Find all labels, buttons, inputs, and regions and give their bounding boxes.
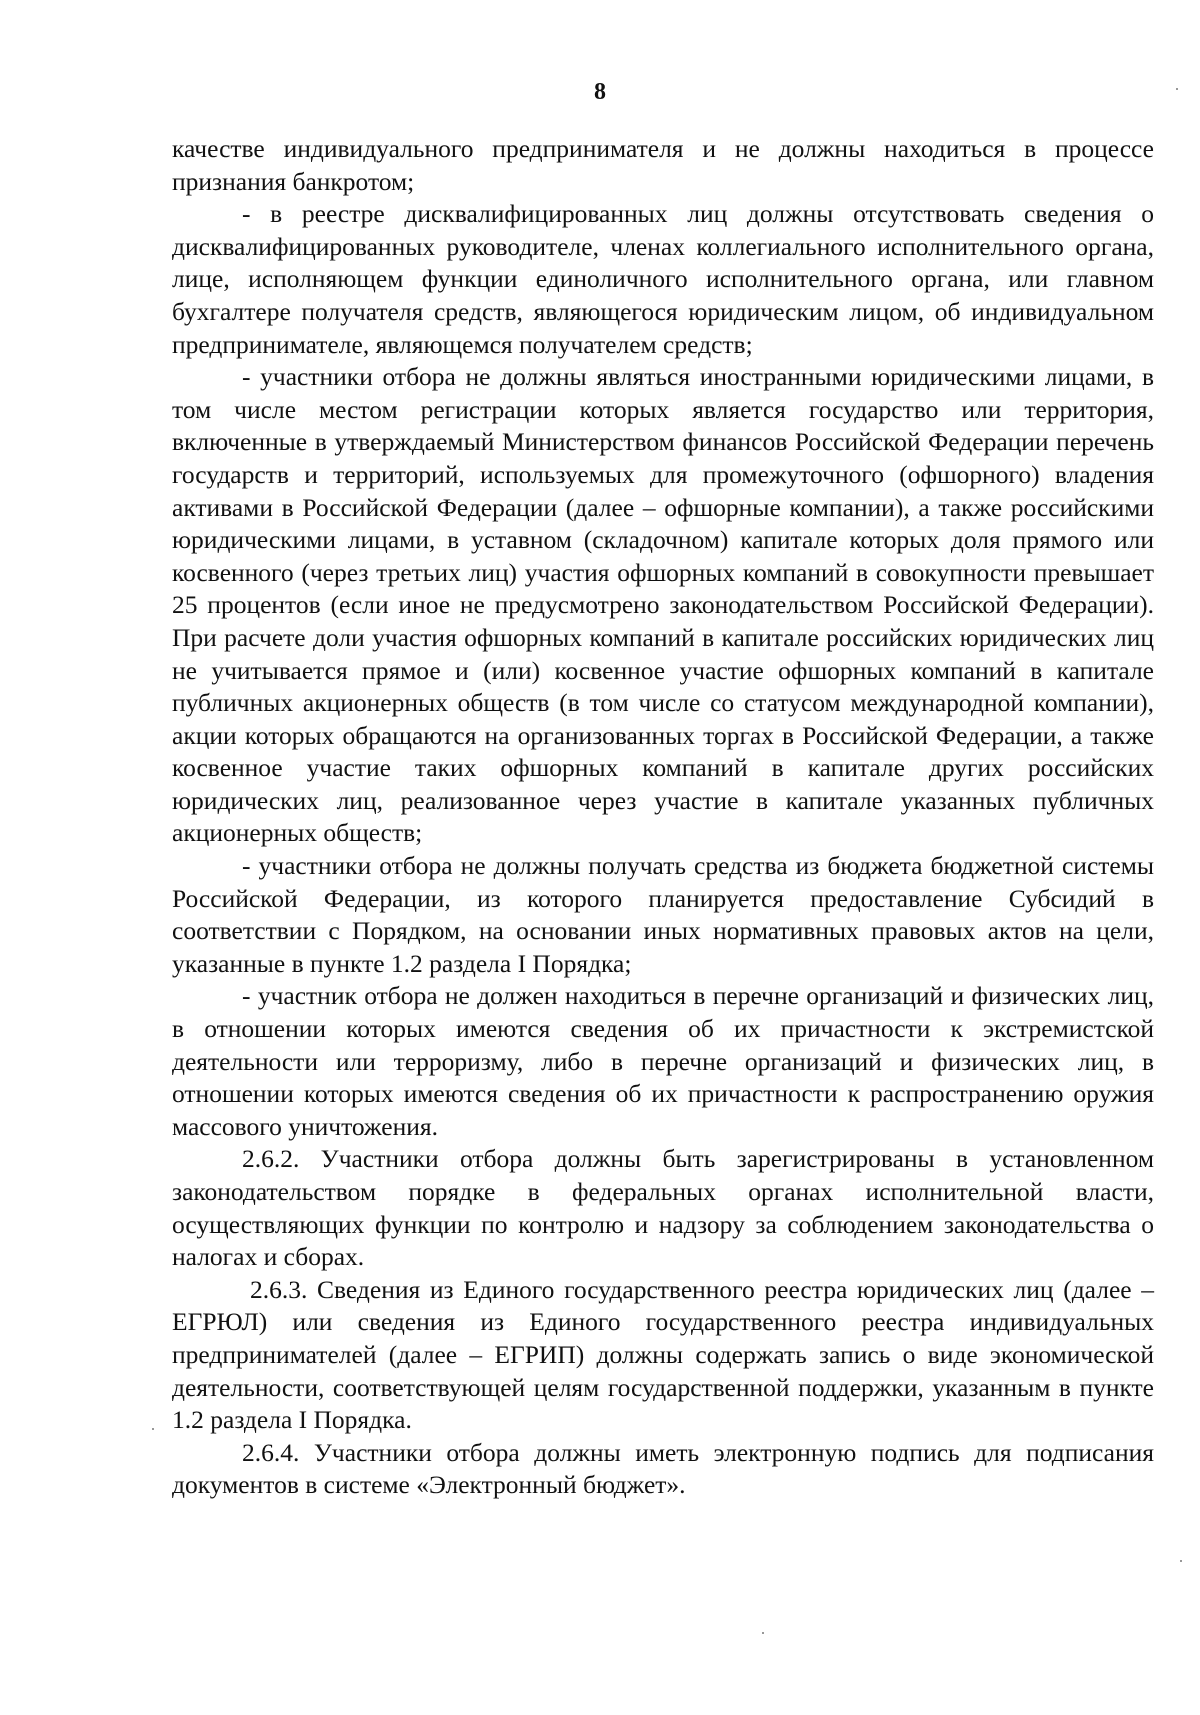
scan-speck: [1176, 88, 1178, 90]
scan-speck: [152, 1428, 154, 1430]
paragraph-extremism-list: - участник отбора не должен находиться в перечне организаций и физических лиц, в отношении которых имеются сведения об их причастности к экстремистской деятельности или терроризму, либо в перечне организаций и физических лиц, в отношении которых имеются сведения об их причастности к распространению оружия массового уничтожения.: [172, 981, 1154, 1141]
paragraph-offshore-companies: - участники отбора не должны являться иностранными юридическими лицами, в том числе местом регистрации которых является государство или территория, включенные в утверждаемый Министерством финансов Российской Федерации перечень государств и территорий, используемых для промежуточного (офшорного) владения активами в Российской Федерации (далее – офшорные компании), а также российскими юридическими лицами, в уставном (складочном) капитале которых доля прямого или косвенного (через третьих лиц) участия офшорных компаний в совокупности превышает 25 процентов (если иное не предусмотрено законодательством Российской Федерации). При расчете доли участия офшорных компаний в капитале российских юридических лиц не учитывается прямое и (или) косвенное участие офшорных компаний в капитале публичных акционерных обществ (в том числе со статусом международной компании), акции которых обращаются на организованных торгах в Российской Федерации, а также косвенное участие таких офшорных компаний в капитале других российских юридических лиц, реализованное через участие в капитале указанных публичных акционерных обществ;: [172, 362, 1154, 848]
paragraph-budget-funds: - участники отбора не должны получать средства из бюджета бюджетной системы Российской Федерации, из которого планируется предоставление Субсидий в соответствии с Порядком, на основании иных нормативных правовых актов на цели, указанные в пункте 1.2 раздела I Порядка;: [172, 851, 1154, 978]
page-number: 8: [594, 79, 606, 105]
paragraph-disqualified-persons: - в реестре дисквалифицированных лиц должны отсутствовать сведения о дисквалифицированных руководителе, членах коллегиального исполнительного органа, лице, исполняющем функции единоличного исполнительного органа, или главном бухгалтере получателя средств, являющегося юридическим лицом, об индивидуальном предпринимателе, являющемся получателем средств;: [172, 199, 1154, 359]
paragraph-2-6-3: 2.6.3. Сведения из Единого государственного реестра юридических лиц (далее – ЕГРЮЛ) или сведения из Единого государственного реестра индивидуальных предпринимателей (далее – ЕГРИП) должны содержать запись о виде экономической деятельности, соответствующей целям государственной поддержки, указанным в пункте 1.2 раздела I Порядка.: [172, 1274, 1154, 1435]
scan-speck: [762, 1632, 764, 1634]
paragraph-2-6-2: 2.6.2. Участники отбора должны быть зарегистрированы в установленном законодательством порядке в федеральных органах исполнительной власти, осуществляющих функции по контролю и надзору за соблюдением законодательства о налогах и сборах.: [172, 1144, 1154, 1272]
paragraph-bankruptcy-continuation: качестве индивидуального предпринимателя и не должны находиться в процессе признания банкротом;: [172, 134, 1154, 196]
scan-speck: [1180, 1560, 1182, 1562]
paragraph-2-6-4: 2.6.4. Участники отбора должны иметь электронную подпись для подписания документов в системе «Электронный бюджет».: [172, 1437, 1154, 1500]
document-body: [172, 133, 1154, 1502]
